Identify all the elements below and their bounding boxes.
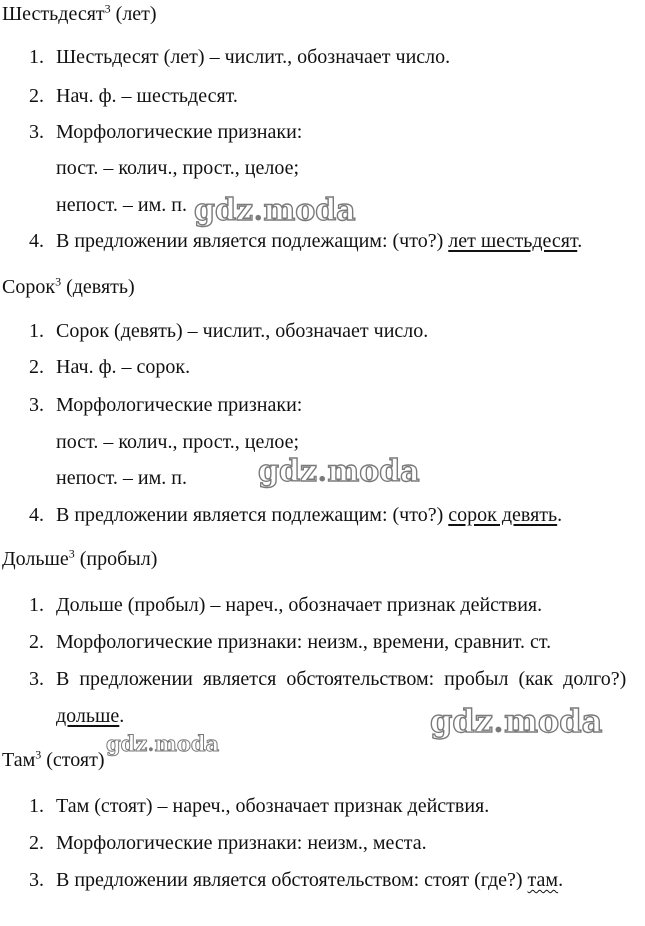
item-text-main: В предложении является подлежащим: (что?) xyxy=(56,230,449,252)
item-number: 2. xyxy=(29,85,44,107)
watermark-text: gdz xyxy=(258,454,317,489)
item-text: Нач. ф. – шестьдесят. xyxy=(56,85,238,107)
section-heading xyxy=(2,547,157,571)
section-heading xyxy=(2,275,135,299)
item-text: Дольше (пробыл) – нареч., обозначает признак действия. xyxy=(56,594,543,616)
item-text: непост. – им. п. xyxy=(56,194,187,216)
item-number: 4. xyxy=(29,230,44,252)
watermark-dot: . xyxy=(317,454,328,489)
item-text: Морфологические признаки: xyxy=(56,394,303,416)
heading-sup: 3 xyxy=(104,1,111,16)
item-text: В предложении является обстоятельством: пробыл (как долго?) xyxy=(56,668,627,690)
watermark-text2: moda xyxy=(504,702,603,740)
item-text: Шестьдесят (лет) – числит., обозначает число. xyxy=(56,46,451,68)
underlined-answer: лет шестьдесят xyxy=(448,230,578,252)
item-text: Нач. ф. – сорок. xyxy=(56,356,191,378)
item-text: Морфологические признаки: неизм., места. xyxy=(56,832,427,854)
item-number: 1. xyxy=(29,46,44,68)
item-text: пост. – колич., прост., целое; xyxy=(56,431,300,453)
item-number: 2. xyxy=(29,631,44,653)
heading-rest: (стоят) xyxy=(41,749,105,771)
heading-sup: 3 xyxy=(35,747,42,762)
heading-rest: (лет) xyxy=(110,3,157,25)
item-number: 2. xyxy=(29,356,44,378)
item-text: Там (стоят) – нареч., обозначает признак действия. xyxy=(56,795,490,817)
watermark-dot: . xyxy=(253,193,264,228)
item-tail: . xyxy=(119,705,125,727)
watermark-logo xyxy=(430,702,602,740)
heading-rest: (пробыл) xyxy=(74,548,158,570)
item-text xyxy=(56,229,582,253)
item-tail: . xyxy=(558,869,564,891)
item-number: 2. xyxy=(29,832,44,854)
item-number: 1. xyxy=(29,795,44,817)
item-tail: . xyxy=(557,504,563,526)
watermark-dot: . xyxy=(147,731,155,756)
watermark-logo xyxy=(106,731,219,756)
item-text: пост. – колич., прост., целое; xyxy=(56,157,300,179)
heading-word: Дольше xyxy=(2,548,69,570)
item-number: 3. xyxy=(29,394,44,416)
item-number: 4. xyxy=(29,504,44,526)
underlined-answer: там xyxy=(527,869,559,891)
heading-word: Сорок xyxy=(2,276,56,298)
item-number: 3. xyxy=(29,668,44,690)
watermark-text2: moda xyxy=(154,731,220,756)
item-text xyxy=(56,503,562,527)
underlined-answer: сорок девять xyxy=(448,504,558,526)
item-text: непост. – им. п. xyxy=(56,467,187,489)
item-number: 1. xyxy=(29,594,44,616)
watermark-text2: moda xyxy=(327,454,420,489)
item-tail: . xyxy=(577,230,583,252)
heading-sup: 3 xyxy=(55,274,62,289)
item-text-main: В предложении является подлежащим: (что?) xyxy=(56,504,449,526)
item-text xyxy=(56,868,563,892)
watermark-text: gdz xyxy=(194,193,253,228)
item-text: Морфологические признаки: xyxy=(56,121,303,143)
watermark-text: gdz xyxy=(430,702,493,740)
item-text: Морфологические признаки: неизм., времени, сравнит. ст. xyxy=(56,631,552,653)
item-number: 1. xyxy=(29,320,44,342)
watermark-text: gdz xyxy=(106,731,148,756)
watermark-dot: . xyxy=(492,702,505,740)
underlined-answer: дольше xyxy=(56,705,120,727)
heading-word: Шестьдесят xyxy=(2,3,105,25)
item-number: 3. xyxy=(29,869,44,891)
heading-word: Там xyxy=(2,749,36,771)
section-heading xyxy=(2,2,157,26)
watermark-logo xyxy=(194,193,356,228)
item-text: Сорок (девять) – числит., обозначает число. xyxy=(56,320,429,342)
item-text xyxy=(56,704,124,728)
watermark-text2: moda xyxy=(263,193,356,228)
watermark-logo xyxy=(258,454,420,489)
section-heading xyxy=(2,748,105,772)
heading-rest: (девять) xyxy=(61,276,135,298)
item-text-main: В предложении является обстоятельством: стоят (где?) xyxy=(56,869,528,891)
heading-sup: 3 xyxy=(68,546,75,561)
item-number: 3. xyxy=(29,121,44,143)
